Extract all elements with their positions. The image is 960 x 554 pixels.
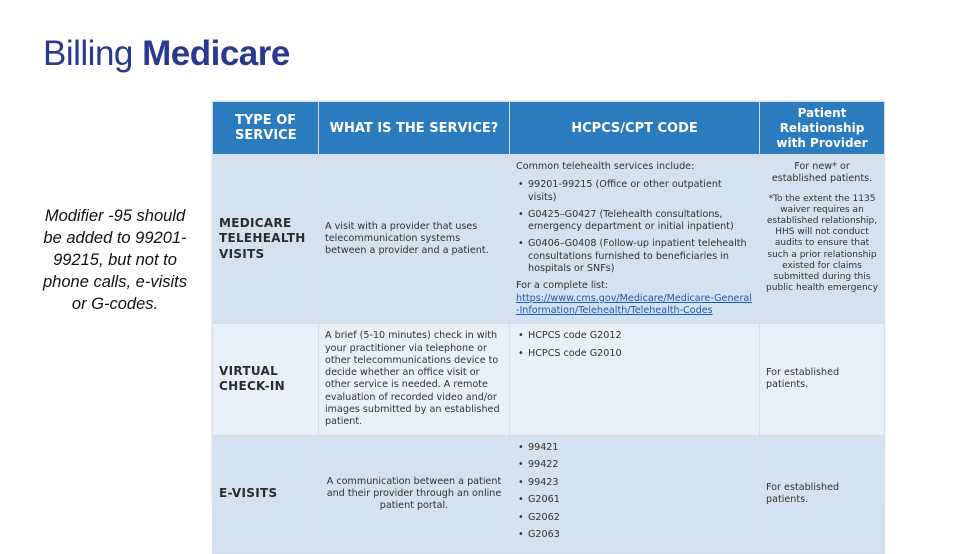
header-hcpcs-cpt-code: HCPCS/CPT CODE bbox=[510, 102, 760, 155]
cell-type: E-VISITS bbox=[213, 435, 319, 553]
billing-table bbox=[212, 101, 884, 541]
codes-footer: For a complete list: bbox=[516, 280, 609, 292]
page-title bbox=[43, 34, 290, 74]
code-item: • HCPCS code G2012 bbox=[516, 330, 753, 342]
cell-codes bbox=[510, 435, 760, 553]
cell-type: VIRTUAL CHECK-IN bbox=[213, 324, 319, 435]
cell-codes bbox=[510, 324, 760, 435]
codes-list bbox=[516, 179, 753, 275]
table-row-telehealth bbox=[213, 155, 885, 324]
title-regular: Billing bbox=[43, 34, 143, 73]
cell-service: A brief (5-10 minutes) check in with your practitioner via telephone or other telecommunications device to decide whether an office visit or other service is needed. A remote evaluation of recorded video and/or images submitted by an established patient. bbox=[319, 324, 510, 435]
cell-service: A visit with a provider that uses telecommunication systems between a provider and a patient. bbox=[319, 155, 510, 324]
code-item: • 99421 bbox=[516, 442, 753, 454]
table-header-row bbox=[213, 102, 885, 155]
table-row-evisits bbox=[213, 435, 885, 553]
code-item: • G0406–G0408 (Follow-up inpatient telehealth consultations furnished to beneficiaries in hospitals or SNFs) bbox=[516, 238, 753, 275]
code-item: • HCPCS code G2010 bbox=[516, 348, 753, 360]
codes-list bbox=[516, 330, 753, 360]
codes-intro: Common telehealth services include: bbox=[516, 161, 695, 172]
header-type-of-service: TYPE OF SERVICE bbox=[213, 102, 319, 155]
title-bold: Medicare bbox=[142, 34, 290, 73]
header-what-is-service: WHAT IS THE SERVICE? bbox=[319, 102, 510, 155]
code-item: • 99423 bbox=[516, 477, 753, 489]
modifier-note: Modifier -95 should be added to 99201-99215, but not to phone calls, e-visits or G-codes. bbox=[43, 207, 187, 313]
telehealth-codes-link[interactable]: https://www.cms.gov/Medicare/Medicare-General-Information/Telehealth/Telehealth-Codes bbox=[516, 292, 752, 316]
cell-relationship: For established patients. bbox=[760, 324, 885, 435]
code-item: • G2061 bbox=[516, 494, 753, 506]
cell-codes bbox=[510, 155, 760, 324]
cell-type: MEDICARE TELEHEALTH VISITS bbox=[213, 155, 319, 324]
codes-list bbox=[516, 442, 753, 542]
header-patient-relationship: Patient Relationship with Provider bbox=[760, 102, 885, 155]
relationship-note: *To the extent the 1135 waiver requires an established relationship, HHS will not conduct audits to ensure that such a prior relationship existed for claims submitted during this public health emergency bbox=[766, 193, 878, 294]
cell-service: A communication between a patient and their provider through an online patient portal. bbox=[319, 435, 510, 553]
relationship-text: For new* or established patients. bbox=[771, 161, 873, 185]
code-item: • G2063 bbox=[516, 529, 753, 541]
code-item: • G2062 bbox=[516, 512, 753, 524]
cell-relationship: For established patients. bbox=[760, 435, 885, 553]
table-row-virtual-checkin bbox=[213, 324, 885, 435]
code-item: • G0425–G0427 (Telehealth consultations, emergency department or initial inpatient) bbox=[516, 209, 753, 234]
code-item: • 99422 bbox=[516, 459, 753, 471]
code-item: • 99201-99215 (Office or other outpatient visits) bbox=[516, 179, 753, 204]
cell-relationship bbox=[760, 155, 885, 324]
